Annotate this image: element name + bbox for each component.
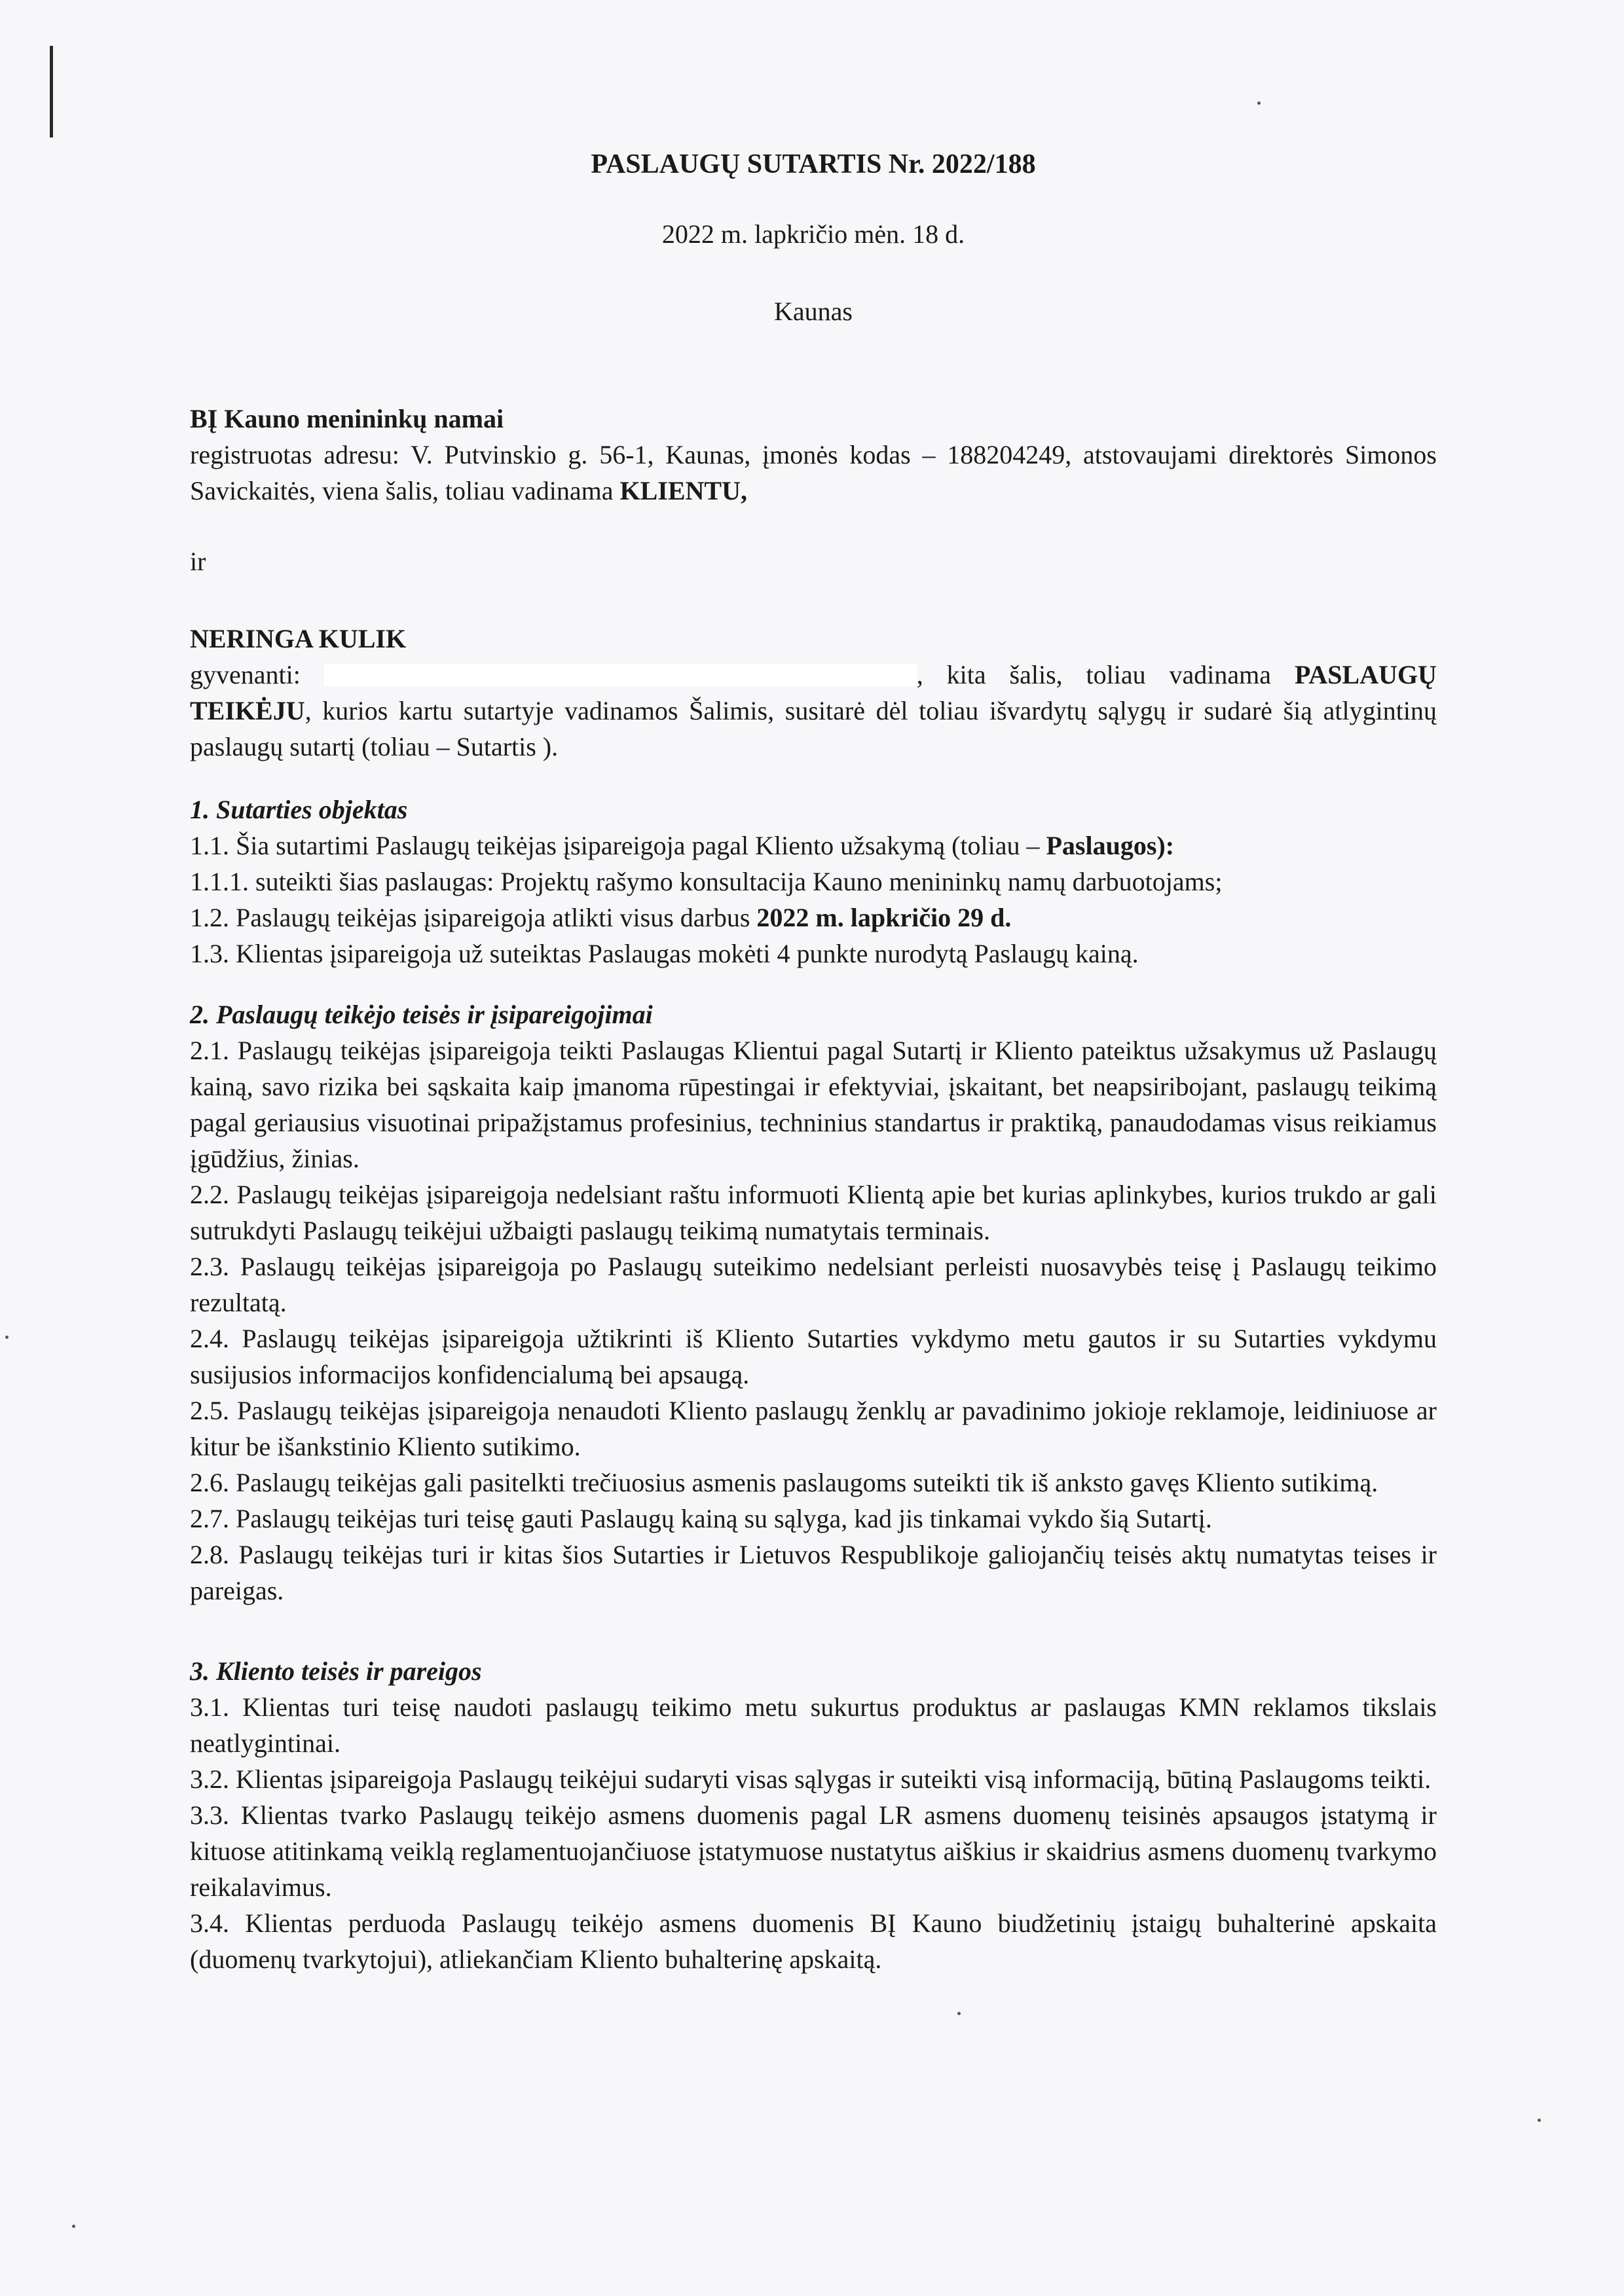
provider-rest: , kurios kartu sutartyje vadinamos Šalimis, susitarė dėl toliau išvardytų sąlygų ir sudarė šią atlygintinų paslaugų sutartį (toliau – Sutartis ). [190,696,1437,761]
section-2 [190,996,1437,1609]
clause-3-1: 3.1. Klientas turi teisę naudoti paslaugų teikimo metu sukurtus produktus ar paslaugas KMN reklamos tikslais neatlygintinai. [190,1692,1437,1758]
provider-details [190,657,1437,765]
provider-role: PASLAUGŲ TEIKĖJU [190,660,1437,725]
client-address: registruotas adresu: V. Putvinskio g. 56-1, Kaunas, įmonės kodas – 188204249, atstovaujami direktorės Simonos Savickaitės, viena šalis, toliau vadinama [190,440,1437,505]
clause-2-1: 2.1. Paslaugų teikėjas įsipareigoja teikti Paslaugas Klientui pagal Sutartį ir Kliento pateiktus užsakymus už Paslaugų kainą, savo rizika bei sąskaita kaip įmanoma rūpestingai ir efektyviai, įskaitant, bet neapsiribojant, paslaugų teikimą pagal geriausius visuotinai pripažįstamus profesinius, techninius standartus ir praktiką, panaudodamas visus reikiamus įgūdžius, žinias. [190,1036,1437,1173]
contract-place: Kaunas [774,297,853,326]
client-role: KLIENTU, [619,476,747,505]
section-1-heading: 1. Sutarties objektas [190,795,408,824]
clause-1-3: 1.3. Klientas įsipareigoja už suteiktas Paslaugas mokėti 4 punkte nurodytą Paslaugų kainą. [190,939,1139,968]
scan-speck [5,1336,9,1339]
contract-date: 2022 m. lapkričio mėn. 18 d. [661,219,965,249]
clause-2-6: 2.6. Paslaugų teikėjas gali pasitelkti trečiuosius asmenis paslaugoms suteikti tik iš anksto gavęs Kliento sutikimą. [190,1468,1378,1497]
clause-1-1-bold: Paslaugos): [1046,831,1175,860]
contract-title: PASLAUGŲ SUTARTIS Nr. 2022/188 [591,149,1036,179]
scan-speck [72,2225,75,2228]
clause-1-1-1: 1.1.1. suteikti šias paslaugas: Projektų rašymo konsultacija Kauno menininkų namų darbuotojams; [190,867,1223,896]
section-3 [190,1653,1437,1977]
provider-block [190,621,1437,765]
clause-2-8: 2.8. Paslaugų teikėjas turi ir kitas šios Sutarties ir Lietuvos Respublikoje galiojančių teisės aktų numatytas teises ir pareigas. [190,1540,1437,1605]
client-block [190,401,1437,509]
clause-3-4: 3.4. Klientas perduoda Paslaugų teikėjo asmens duomenis BĮ Kauno biudžetinių įstaigų buhalterinė apskaita (duomenų tvarkytojui), atliekančiam Kliento buhalterinę apskaitą. [190,1908,1437,1974]
clause-2-5: 2.5. Paslaugų teikėjas įsipareigoja nenaudoti Kliento paslaugų ženklų ar pavadinimo jokioje reklamoje, leidiniuose ar kitur be išankstinio Kliento sutikimo. [190,1396,1437,1461]
client-details [190,437,1437,509]
clause-2-4: 2.4. Paslaugų teikėjas įsipareigoja užtikrinti iš Kliento Sutarties vykdymo metu gautos ir su Sutarties vykdymu susijusios informacijos konfidencialumą bei apsaugą. [190,1324,1437,1389]
provider-name: NERINGA KULIK [190,624,407,653]
section-2-heading: 2. Paslaugų teikėjo teisės ir įsipareigojimai [190,1000,653,1029]
clause-1-2-deadline: 2022 m. lapkričio 29 d. [756,903,1012,932]
clause-1-2 [190,900,1437,936]
clause-3-3: 3.3. Klientas tvarko Paslaugų teikėjo asmens duomenis pagal LR asmens duomenų teisinės apsaugos įstatymą ir kituose atitinkamą veiklą reglamentuojančiuose įstatymuose nustatytus aiškius ir skaidrius asmens duomenų tvarkymo reikalavimus. [190,1800,1437,1902]
section-1 [190,792,1437,972]
clause-3-2: 3.2. Klientas įsipareigoja Paslaugų teikėjui sudaryti visas sąlygas ir suteikti visą informaciją, būtiną Paslaugoms teikti. [190,1764,1431,1794]
provider-after-redaction: , kita šalis, toliau vadinama [916,660,1295,689]
conjunction: ir [190,547,206,576]
provider-lives: gyvenanti: [190,660,301,689]
clause-1-1-text: 1.1. Šia sutartimi Paslaugų teikėjas įsipareigoja pagal Kliento užsakymą (toliau – [190,831,1046,860]
clause-2-7: 2.7. Paslaugų teikėjas turi teisę gauti Paslaugų kainą su sąlyga, kad jis tinkamai vykdo šią Sutartį. [190,1504,1212,1533]
client-name: BĮ Kauno menininkų namai [190,404,504,433]
section-3-heading: 3. Kliento teisės ir pareigos [190,1656,482,1686]
clause-1-1 [190,828,1437,864]
scan-mark [50,46,53,137]
scan-speck [1257,101,1261,105]
clause-2-3: 2.3. Paslaugų teikėjas įsipareigoja po Paslaugų suteikimo nedelsiant perleisti nuosavybės teisę į Paslaugų teikimo rezultatą. [190,1252,1437,1317]
clause-2-2: 2.2. Paslaugų teikėjas įsipareigoja nedelsiant raštu informuoti Klientą apie bet kurias aplinkybes, kurios trukdo ar gali sutrukdyti Paslaugų teikėjui užbaigti paslaugų teikimą numatytais terminais. [190,1180,1437,1245]
clause-1-2-text: 1.2. Paslaugų teikėjas įsipareigoja atlikti visus darbus [190,903,757,932]
address-redaction [324,664,917,686]
scan-speck [1538,2119,1541,2122]
scan-speck [957,2012,961,2015]
